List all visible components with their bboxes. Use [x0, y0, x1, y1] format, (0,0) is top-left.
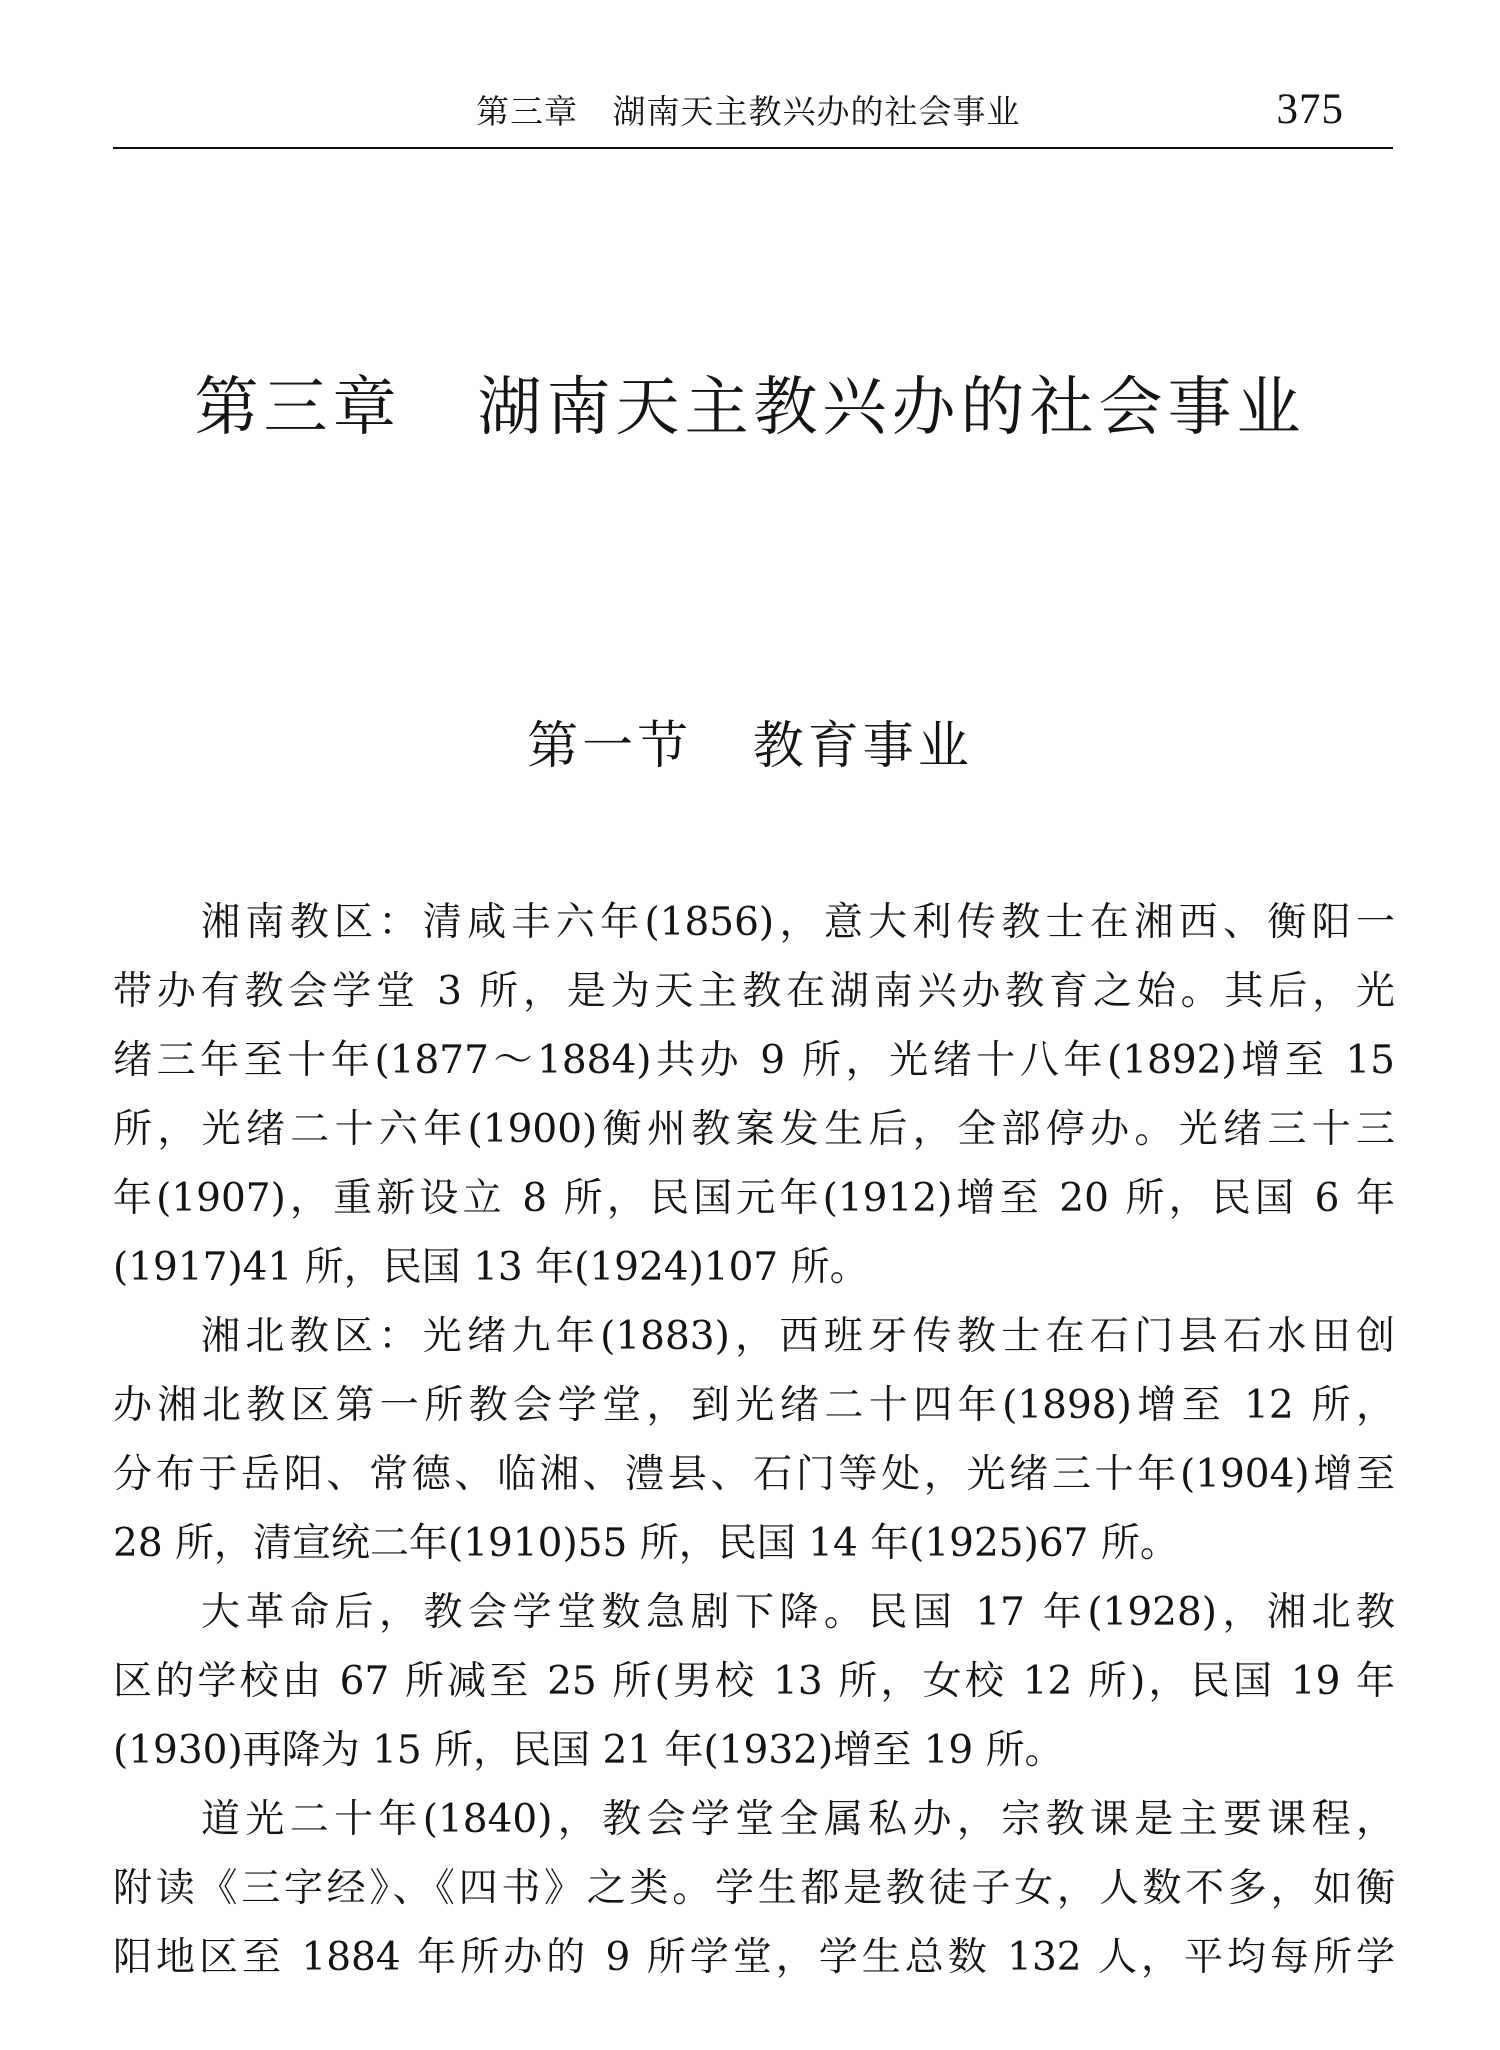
paragraph-line: 阳地区至 1884 年所办的 9 所学堂，学生总数 132 人，平均每所学 [113, 1935, 1395, 1980]
paragraph-line: 区的学校由 67 所减至 25 所(男校 13 所，女校 12 所)，民国 19 年 [113, 1659, 1395, 1704]
body-text [113, 888, 1395, 1992]
paragraph-line: 分布于岳阳、常德、临湘、澧县、石门等处，光绪三十年(1904)增至 [113, 1452, 1395, 1497]
paragraph-post-revolution [113, 1578, 1395, 1785]
running-title: 第三章 湖南天主教兴办的社会事业 [476, 92, 1021, 131]
paragraph-xiangbei-diocese [113, 1302, 1395, 1578]
paragraph-line: 大革命后，教会学堂数急剧下降。民国 17 年(1928)，湘北教 [201, 1590, 1395, 1635]
header-rule [113, 147, 1393, 149]
paragraph-line: 绪三年至十年(1877～1884)共办 9 所，光绪十八年(1892)增至 15 [113, 1038, 1395, 1083]
paragraph-xiangnan-diocese [113, 888, 1395, 1302]
section-title: 第一节 教育事业 [527, 717, 973, 776]
paragraph-line: (1917)41 所，民国 13 年(1924)107 所。 [113, 1245, 869, 1290]
paragraph-line: 附读《三字经》、《四书》之类。学生都是教徒子女，人数不多，如衡 [113, 1866, 1395, 1911]
paragraph-line: 带办有教会学堂 3 所，是为天主教在湖南兴办教育之始。其后，光 [113, 969, 1395, 1014]
paragraph-line: (1930)再降为 15 所，民国 21 年(1932)增至 19 所。 [113, 1728, 1064, 1773]
paragraph-line: 年(1907)，重新设立 8 所，民国元年(1912)增至 20 所，民国 6 年 [113, 1176, 1395, 1221]
paragraph-line: 28 所，清宣统二年(1910)55 所，民国 14 年(1925)67 所。 [113, 1521, 1179, 1566]
running-header [113, 78, 1393, 144]
paragraph-curriculum [113, 1785, 1395, 1992]
paragraph-line: 湘北教区：光绪九年(1883)，西班牙传教士在石门县石水田创 [201, 1314, 1395, 1359]
paragraph-line: 办湘北教区第一所教会学堂，到光绪二十四年(1898)增至 12 所， [113, 1383, 1395, 1428]
page-number: 375 [1276, 86, 1344, 133]
paragraph-line: 所，光绪二十六年(1900)衡州教案发生后，全部停办。光绪三十三 [113, 1107, 1395, 1152]
paragraph-line: 道光二十年(1840)，教会学堂全属私办，宗教课是主要课程， [201, 1797, 1395, 1842]
chapter-title: 第三章 湖南天主教兴办的社会事业 [194, 371, 1306, 445]
paragraph-line: 湘南教区：清咸丰六年(1856)，意大利传教士在湘西、衡阳一 [201, 900, 1395, 945]
